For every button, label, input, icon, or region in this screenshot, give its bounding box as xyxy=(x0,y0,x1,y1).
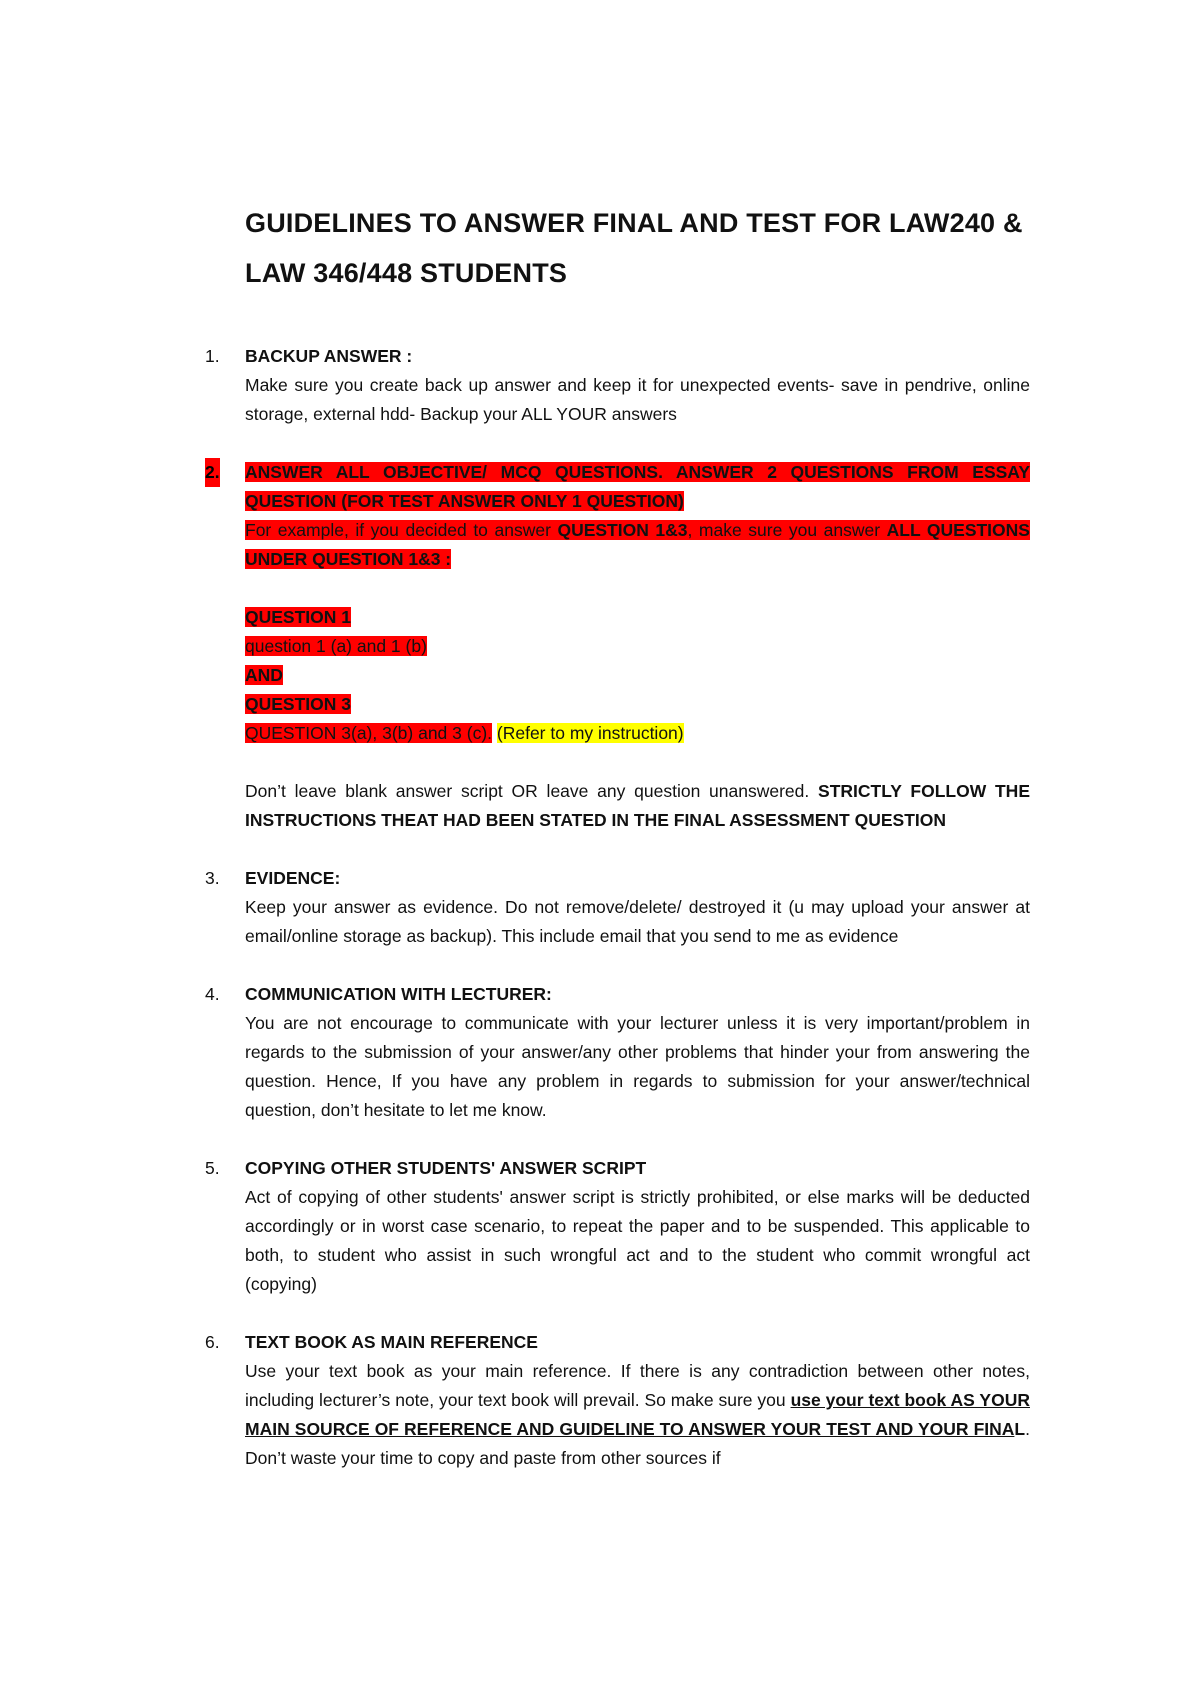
item-body: Act of copying of other students' answer script is strictly prohibited, or else marks will be deducted accordingly or in worst case scenario, to repeat the paper and to be suspended. This applicable to both, to student who assist in such wrongful act and to the student who commit wrongful act (copying) xyxy=(245,1187,1030,1294)
list-item-3 xyxy=(205,864,1030,951)
item-body: Make sure you create back up answer and keep it for unexpected events- save in pendrive, online storage, external hdd- Backup your ALL YOUR answers xyxy=(245,375,1030,424)
item-number: 3. xyxy=(205,868,220,888)
item-number: 6. xyxy=(205,1332,220,1352)
example-paragraph xyxy=(245,516,1030,574)
example-mid: , make sure you answer xyxy=(687,520,887,540)
example-text xyxy=(245,520,1030,569)
item-heading: COPYING OTHER STUDENTS' ANSWER SCRIPT xyxy=(245,1158,647,1178)
question-1-sub-line xyxy=(245,632,1030,661)
item-heading xyxy=(245,458,1030,516)
document-content xyxy=(205,198,1030,1502)
item-heading: TEXT BOOK AS MAIN REFERENCE xyxy=(245,1332,538,1352)
question-1-label: QUESTION 1 xyxy=(245,607,351,627)
item-number: 1. xyxy=(205,346,220,366)
spacer xyxy=(245,574,1030,603)
and-label: AND xyxy=(245,665,283,685)
item-body: You are not encourage to communicate with your lecturer unless it is very important/problem in regards to the submission of your answer/any other problems that hinder your from answering the question. Hence, If you have any problem in regards to submission for your answer/technical question, don’t hesitate to let me know. xyxy=(245,1013,1030,1120)
list-item-1 xyxy=(205,342,1030,429)
body-bold: L xyxy=(1014,1419,1026,1439)
body-bold-underlined: use your text book AS YOUR MAIN SOURCE OF REFERENCE AND GUIDELINE TO ANSWER YOUR TEST AND YOUR FINA xyxy=(245,1390,1030,1439)
example-bold: QUESTION 1&3 xyxy=(557,520,688,540)
dont-leave-paragraph xyxy=(245,777,1030,835)
item-number: 4. xyxy=(205,984,220,1004)
refer-instruction: (Refer to my instruction) xyxy=(496,723,684,743)
question-3-sub-line xyxy=(245,719,1030,748)
strictly-follow: STRICTLY FOLLOW THE INSTRUCTIONS THEAT HAD BEEN STATED IN THE FINAL ASSESSMENT QUESTION xyxy=(245,781,1030,830)
item-number: 5. xyxy=(205,1158,220,1178)
question-3-line xyxy=(245,690,1030,719)
highlighted-heading: ANSWER ALL OBJECTIVE/ MCQ QUESTIONS. ANSWER 2 QUESTIONS FROM ESSAY QUESTION (FOR TEST ANSWER ONLY 1 QUESTION) xyxy=(245,462,1030,511)
document-title: GUIDELINES TO ANSWER FINAL AND TEST FOR LAW240 & LAW 346/448 STUDENTS xyxy=(245,208,1023,288)
body-pre: Use your text book as your main reference. If there is any contradiction between other notes, including lecturer’s note, your text book will prevail. So make sure you xyxy=(245,1361,1030,1410)
item-heading: COMMUNICATION WITH LECTURER: xyxy=(245,984,552,1004)
example-pre: For example, if you decided to answer xyxy=(245,520,558,540)
item-body xyxy=(245,1357,1030,1473)
item-heading: EVIDENCE: xyxy=(245,868,341,888)
body-post: . Don’t waste your time to copy and paste from other sources if xyxy=(245,1419,1030,1468)
list-item-4 xyxy=(205,980,1030,1125)
list-item-2 xyxy=(205,458,1030,835)
question-1-line xyxy=(245,603,1030,632)
dont-pre: Don’t leave blank answer script OR leave any question unanswered. xyxy=(245,781,819,801)
example-bold2: ALL QUESTIONS UNDER QUESTION 1&3 : xyxy=(245,520,1030,569)
item-body: Keep your answer as evidence. Do not remove/delete/ destroyed it (u may upload your answer at email/online storage as backup). This include email that you send to me as evidence xyxy=(245,897,1030,946)
and-line xyxy=(245,661,1030,690)
question-1-sub: question 1 (a) and 1 (b) xyxy=(245,636,427,656)
list-item-5 xyxy=(205,1154,1030,1299)
question-3-sub: QUESTION 3(a), 3(b) and 3 (c). xyxy=(245,723,493,743)
item-number: 2. xyxy=(205,458,220,487)
item-heading: BACKUP ANSWER : xyxy=(245,346,413,366)
list-item-6 xyxy=(205,1328,1030,1473)
spacer xyxy=(245,748,1030,777)
question-3-label: QUESTION 3 xyxy=(245,694,351,714)
